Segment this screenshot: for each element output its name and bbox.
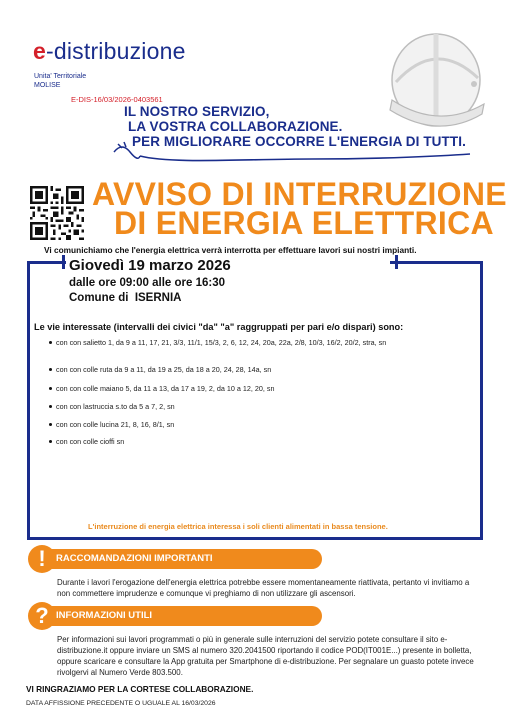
- affix-date: DATA AFFISSIONE PRECEDENTE O UGUALE AL 16/03/2026: [26, 700, 216, 707]
- street-item: [49, 420, 174, 429]
- low-voltage-note: L'interruzione di energia elettrica interessa i soli clienti alimentati in bassa tensione.: [88, 522, 388, 531]
- intro-text: Vi comunichiamo che l'energia elettrica verrà interrotta per effettuare lavori sui nostri impianti.: [44, 245, 417, 255]
- street-text: con con colle cioffi sn: [56, 437, 125, 446]
- info-text: Per informazioni sui lavori programmati o più in generale sulle interruzioni del servizio potete consultare il sito e-distribuzione.it oppure inviare un SMS al numero 320.2041500 riportando il codice POD(IT001E...) presente in bolletta, oppure scaricare e consultare la App gratuita per Smartphone di e-distribuzione. Per segnalare un guasto potete invece rivolgervi al Numero Verde 803.500.: [57, 635, 474, 677]
- streets-heading: Le vie interessate (intervalli dei civici "da" "a" raggruppati per pari e/o dispari) sono:: [34, 322, 404, 332]
- brand-logo: [33, 38, 186, 65]
- comune-label: Comune di: [69, 292, 129, 304]
- title-line-2: DI ENERGIA ELETTRICA: [114, 205, 494, 241]
- unit-line-1: Unita' Territoriale: [34, 73, 87, 80]
- thanks-text: VI RINGRAZIAMO PER LA CORTESE COLLABORAZIONE.: [26, 684, 254, 694]
- interruption-details: [69, 276, 225, 306]
- document-id: E-DIS-16/03/2026-0403561: [71, 95, 163, 104]
- street-item: [49, 365, 271, 374]
- logo-text: -distribuzione: [46, 38, 186, 64]
- qr-code: [30, 186, 84, 240]
- street-text: con con lastruccia s.to da 5 a 7, 2, sn: [56, 402, 175, 411]
- warning-icon: !: [28, 545, 56, 573]
- interruption-time: dalle ore 09:00 alle ore 16:30: [69, 277, 225, 289]
- box-hanger-right: [395, 255, 398, 269]
- question-icon: ?: [28, 602, 56, 630]
- slogan-line-3: PER MIGLIORARE OCCORRE L'ENERGIA DI TUTTI.: [132, 134, 466, 149]
- comune-line: [69, 291, 225, 306]
- bullet: [49, 368, 52, 371]
- street-text: con con colle ruta da 9 a 11, da 19 a 25, da 18 a 20, 24, 28, 14a, sn: [56, 365, 272, 374]
- box-border-right: [390, 261, 483, 264]
- bullet: [49, 423, 52, 426]
- bullet: [49, 440, 52, 443]
- info-heading: INFORMAZIONI UTILI: [44, 606, 322, 626]
- bullet: [49, 405, 52, 408]
- street-text: con con colle maiano 5, da 11 a 13, da 17 a 19, 2, da 10 a 12, 20, sn: [56, 384, 275, 393]
- bullet: [49, 341, 52, 344]
- title-line-1: AVVISO DI INTERRUZIONE: [92, 176, 507, 212]
- comune-name: ISERNIA: [134, 292, 182, 304]
- slogan-line-2: LA VOSTRA COLLABORAZIONE.: [128, 119, 343, 134]
- bullet: [49, 387, 52, 390]
- street-text: con con colle lucina 21, 8, 16, 8/1, sn: [56, 420, 175, 429]
- logo-e: e: [33, 38, 46, 64]
- street-text: con con salietto 1, da 9 a 11, 17, 21, 3/3, 11/1, 15/3, 2, 6, 12, 24, 20a, 22a, 2/8, 10/3, 16/2, 20/2, stra, sn: [56, 338, 387, 347]
- street-item: [49, 384, 274, 393]
- safety-helmet-icon: [378, 18, 490, 146]
- street-item: [49, 338, 386, 347]
- street-item: [49, 402, 175, 411]
- unit-line-2: MOLISE: [34, 82, 61, 89]
- box-border-left: [27, 261, 66, 264]
- territorial-unit: [34, 72, 86, 90]
- street-item: [49, 437, 124, 446]
- slogan-line-1: IL NOSTRO SERVIZIO,: [124, 104, 270, 119]
- notice-title: [92, 176, 507, 241]
- box-hanger-left: [62, 255, 65, 269]
- interruption-date: Giovedì 19 marzo 2026: [69, 257, 231, 274]
- recommendations-heading: RACCOMANDAZIONI IMPORTANTI: [44, 549, 322, 569]
- recommendations-text: Durante i lavori l'erogazione dell'energia elettrica potrebbe essere momentaneamente riattivata, pertanto vi invitiamo a non commettere imprudenze e comunque vi preghiamo di non utilizzare gli ascensori.: [57, 578, 470, 598]
